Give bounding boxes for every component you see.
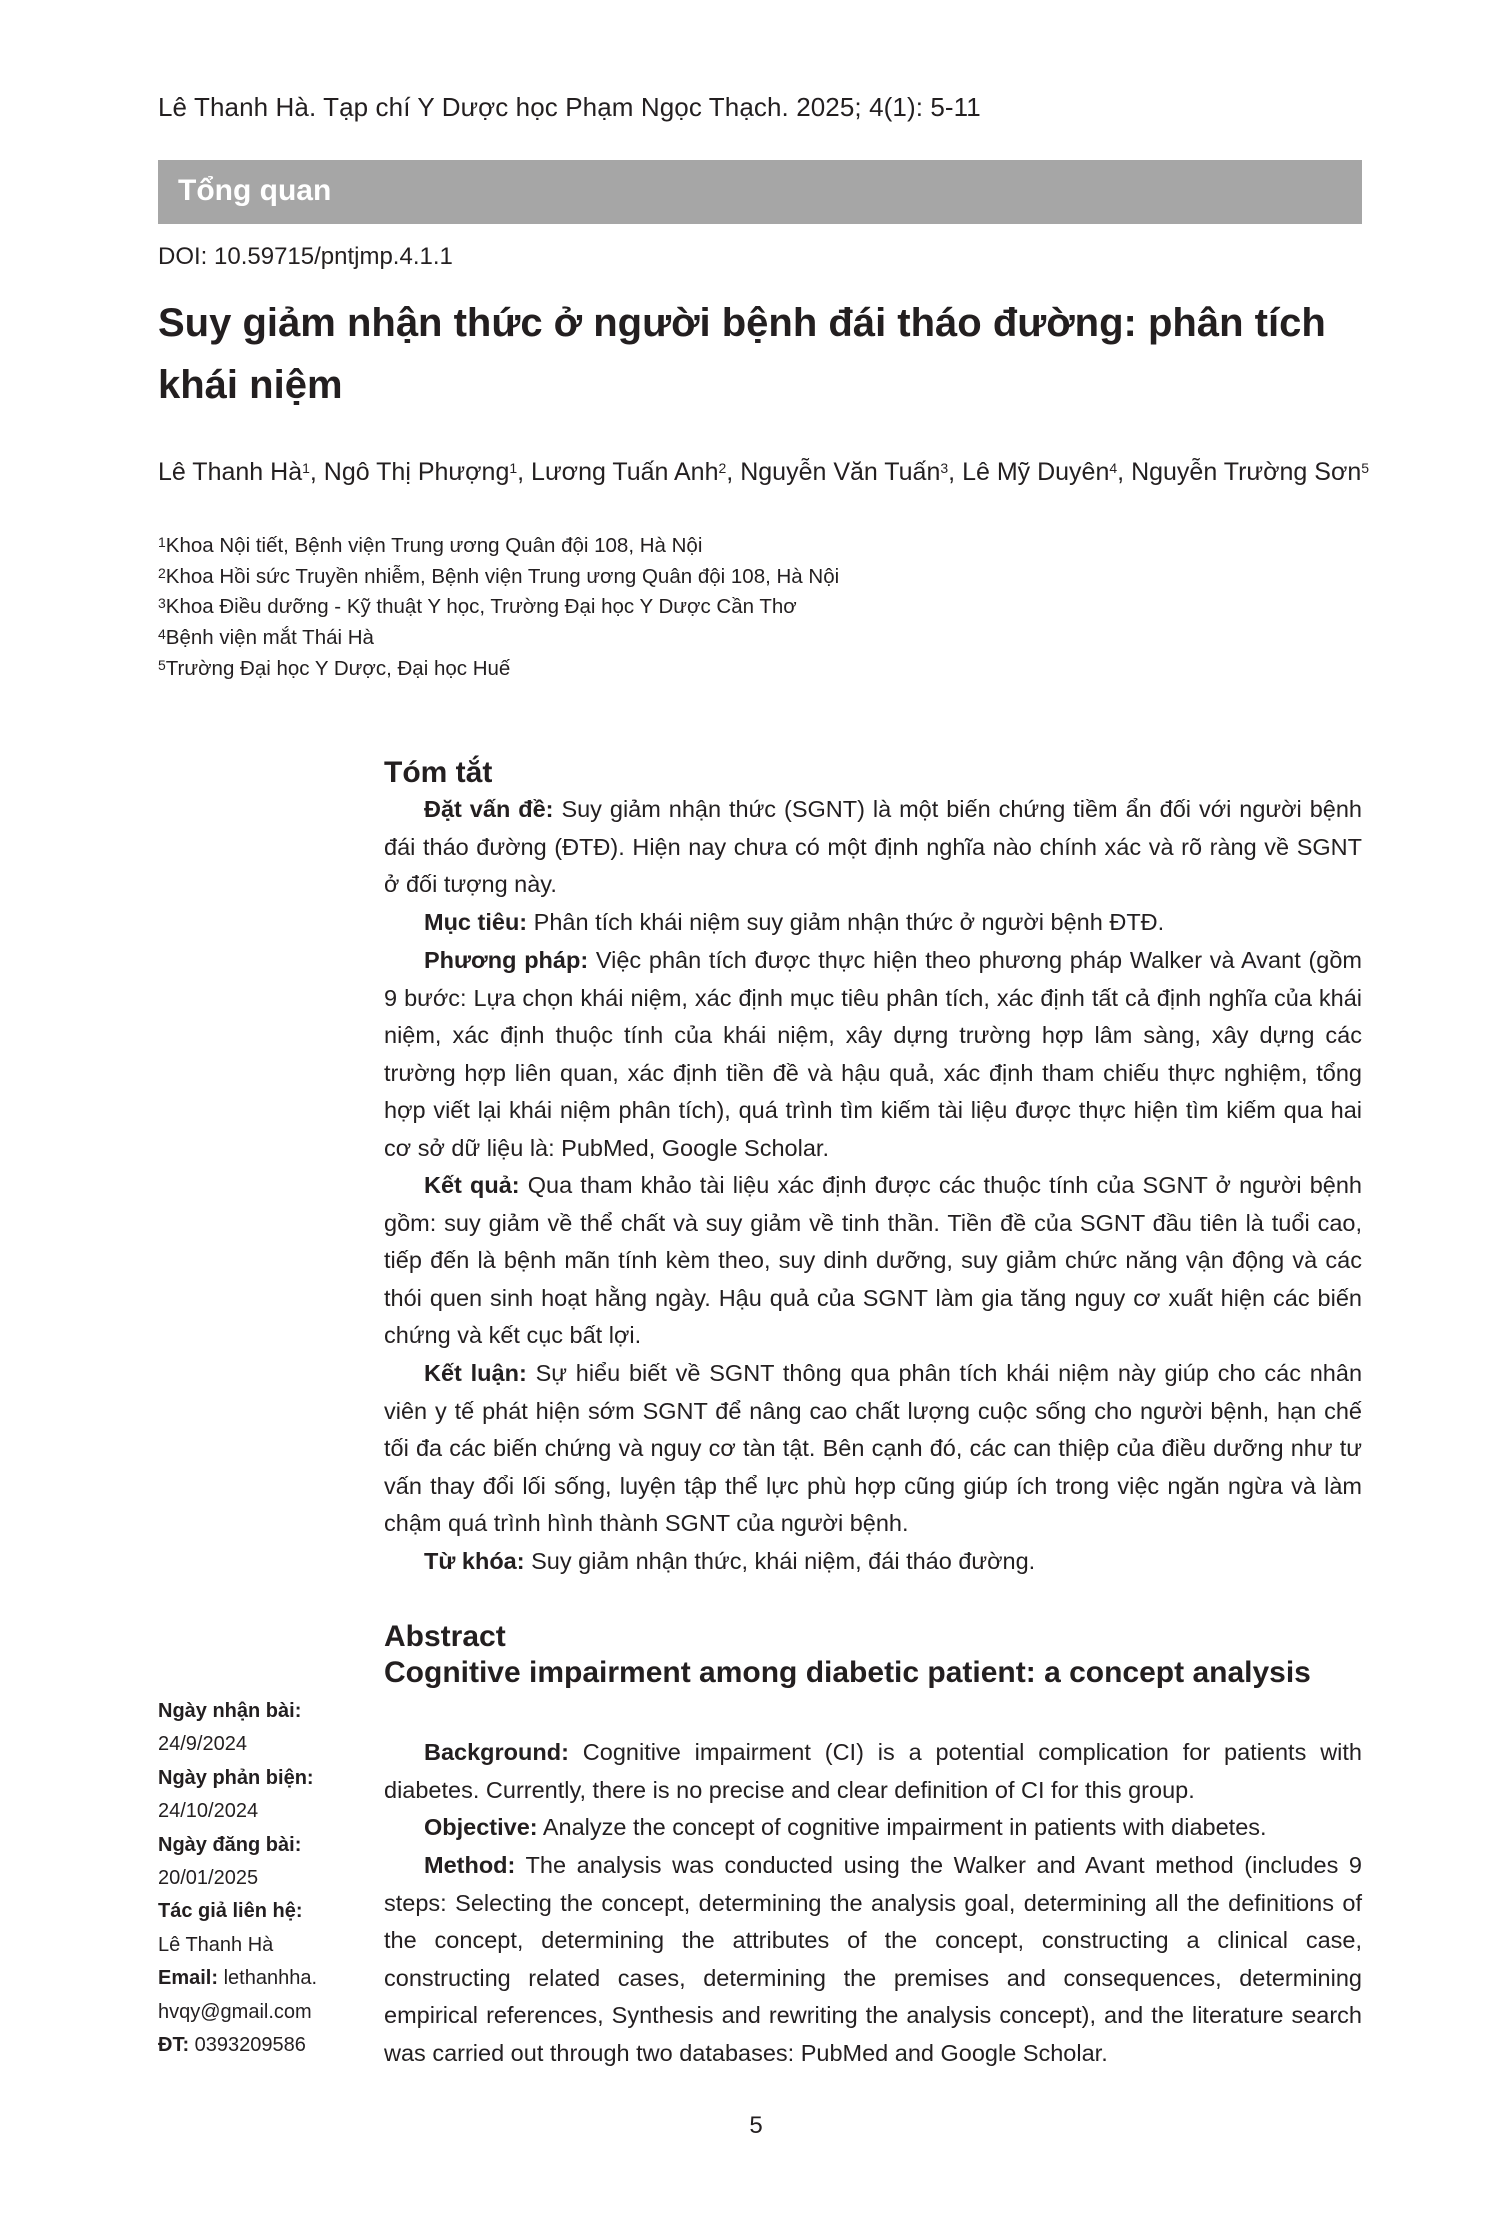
article-title: Suy giảm nhận thức ở người bệnh đái tháo đường: phân tích khái niệm: [158, 301, 1326, 407]
paragraph-text: The analysis was conducted using the Walker and Avant method (includes 9 steps: Selecting the concept, determining the analysis goal, determining all the definitions of the concept, determining the attributes of the concept, constructing a clinical case, constructing related cases, determining the premises and consequences, determining empirical references, Synthesis and rewriting the analysis concept), and the literature search was carried out through two databases: PubMed and Google Scholar.: [384, 1852, 1362, 2066]
paragraph-label: Background:: [424, 1739, 569, 1765]
paragraph-text: Sự hiểu biết về SGNT thông qua phân tích khái niệm này giúp cho các nhân viên y tế phát hiện sớm SGNT để nâng cao chất lượng cuộc sống cho người bệnh, hạn chế tối đa các biến chứng và nguy cơ tàn tật. Bên cạnh đó, các can thiệp của điều dưỡng như tư vấn thay đổi lối sống, luyện tập thể lực phù hợp cũng giúp ích trong việc ngăn ngừa và làm chậm quá trình hình thành SGNT của người bệnh.: [384, 1360, 1363, 1536]
paragraph-text: Suy giảm nhận thức (SGNT) là một biến chứng tiềm ẩn đối với người bệnh đái tháo đường (ĐTĐ). Hiện nay chưa có một định nghĩa nào chính xác và rõ ràng về SGNT ở đối tượng này.: [384, 796, 1362, 897]
section-label: Tổng quan: [178, 174, 332, 207]
author-name: Lê Thanh Hà: [158, 458, 303, 486]
tomtat-conclusion: [384, 1355, 1362, 1543]
author-affiliation-number: 4: [1109, 460, 1118, 476]
tomtat-method: [384, 942, 1362, 1167]
paragraph-label: Đặt vấn đề:: [424, 796, 554, 822]
author-name: Lương Tuấn Anh: [531, 458, 719, 486]
affiliation-number: 5: [158, 657, 166, 673]
corresponding-author: Lê Thanh Hà: [158, 1933, 274, 1956]
paragraph-label: Kết quả:: [424, 1172, 520, 1198]
affiliation: [158, 654, 1258, 684]
phone-value: 0393209586: [189, 2034, 306, 2057]
author-separator: ,: [726, 458, 741, 486]
received-label: Ngày nhận bài:: [158, 1700, 302, 1722]
paragraph-text: Suy giảm nhận thức, khái niệm, đái tháo đường.: [524, 1548, 1036, 1574]
page-number: 5: [749, 2112, 763, 2139]
affiliation-number: 2: [158, 565, 166, 581]
author-name: Nguyễn Trường Sơn: [1131, 458, 1362, 486]
reviewed-label: Ngày phản biện:: [158, 1766, 314, 1789]
author-separator: ,: [517, 458, 532, 486]
paragraph-text: Qua tham khảo tài liệu xác định được các thuộc tính của SGNT ở người bệnh gồm: suy giảm về thể chất và suy giảm về tinh thần. Tiền đề của SGNT đầu tiên là tuổi cao, tiếp đến là bệnh mãn tính kèm theo, suy dinh dưỡng, suy giảm chức năng vận động và các thói quen sinh hoạt hằng ngày. Hậu quả của SGNT làm gia tăng nguy cơ xuất hiện các biến chứng và kết cục bất lợi.: [384, 1172, 1362, 1348]
abstract-objective: [384, 1809, 1362, 1847]
tomtat-heading: Tóm tắt: [384, 756, 493, 789]
author-affiliation-number: 1: [302, 460, 310, 476]
corresponding-label: Tác giả liên hệ:: [158, 1900, 303, 1923]
author-separator: ,: [309, 458, 324, 486]
paragraph-label: Objective:: [424, 1814, 538, 1840]
email-value: lethanhha.: [218, 1967, 318, 1990]
author-separator: ,: [1117, 458, 1132, 486]
phone-line: [158, 2029, 368, 2062]
paragraph-text: Phân tích khái niệm suy giảm nhận thức ở người bệnh ĐTĐ.: [527, 909, 1165, 935]
journal-citation: Lê Thanh Hà. Tạp chí Y Dược học Phạm Ngọc Thạch. 2025; 4(1): 5-11: [158, 92, 981, 122]
abstract-title: Cognitive impairment among diabetic patient: a concept analysis: [384, 1656, 1311, 1689]
abstract-background: [384, 1734, 1362, 1809]
paragraph-label: Từ khóa:: [424, 1548, 525, 1574]
tomtat-results: [384, 1167, 1362, 1355]
author-name: Ngô Thị Phượng: [323, 458, 510, 486]
paragraph-text: Cognitive impairment (CI) is a potential complication for patients with diabetes. Currently, there is no precise and clear definition of CI for this group.: [384, 1739, 1362, 1803]
author-separator: ,: [948, 458, 963, 486]
affiliation: [158, 623, 1258, 653]
author-affiliation-number: 2: [718, 460, 727, 476]
affiliation: [158, 592, 1258, 622]
abstract-heading: Abstract: [384, 1620, 506, 1653]
section-bar: [158, 160, 1362, 224]
paragraph-label: Kết luận:: [424, 1360, 527, 1386]
tomtat-background: [384, 791, 1362, 904]
affiliation: [158, 562, 1258, 592]
author-name: Nguyễn Văn Tuấn: [740, 458, 941, 486]
paragraph-label: Method:: [424, 1852, 516, 1878]
paragraph-label: Mục tiêu:: [424, 909, 528, 935]
received-date: 24/9/2024: [158, 1733, 247, 1756]
phone-label: ĐT:: [158, 2034, 190, 2057]
author-affiliation-number: 1: [509, 460, 518, 476]
affiliation: [158, 531, 1258, 561]
affiliation-number: 4: [158, 626, 166, 642]
published-date: 20/01/2025: [158, 1867, 259, 1890]
email-label: Email:: [158, 1967, 219, 1990]
affiliation-text: Trường Đại học Y Dược, Đại học Huế: [165, 657, 511, 680]
author-list: [158, 452, 1373, 492]
affiliation-text: Bệnh viện mắt Thái Hà: [165, 626, 374, 649]
article-info-sidebar: [158, 1695, 368, 2062]
doi: DOI: 10.59715/pntjmp.4.1.1: [158, 243, 453, 270]
author-name: Lê Mỹ Duyên: [962, 458, 1110, 486]
reviewed-date: 24/10/2024: [158, 1800, 259, 1823]
email-value-cont: hvqy@gmail.com: [158, 2000, 312, 2023]
email-line: [158, 1962, 368, 1995]
tomtat-objective: [384, 904, 1362, 942]
published-label: Ngày đăng bài:: [158, 1833, 302, 1856]
affiliation-text: Khoa Hồi sức Truyền nhiễm, Bệnh viện Trung ương Quân đội 108, Hà Nội: [165, 565, 840, 588]
author-affiliation-number: 5: [1361, 460, 1370, 476]
paragraph-text: Việc phân tích được thực hiện theo phương pháp Walker và Avant (gồm 9 bước: Lựa chọn khái niệm, xác định mục tiêu phân tích, xác định tất cả định nghĩa của khái niệm, xác định thuộc tính của khái niệm, xây dựng trường hợp lâm sàng, xây dựng các trường hợp liên quan, xác định tiền đề và hậu quả, xác định tham chiếu thực nghiệm, tổng hợp viết lại khái niệm phân tích), quá trình tìm kiếm tài liệu được thực hiện tìm kiếm qua hai cơ sở dữ liệu là: PubMed, Google Scholar.: [384, 947, 1362, 1161]
paragraph-text: Analyze the concept of cognitive impairment in patients with diabetes.: [537, 1814, 1267, 1840]
affiliation-number: 1: [158, 534, 166, 550]
author-affiliation-number: 3: [940, 460, 949, 476]
tomtat-keywords: [384, 1543, 1362, 1581]
affiliation-number: 3: [158, 595, 166, 611]
affiliation-text: Khoa Nội tiết, Bệnh viện Trung ương Quân đội 108, Hà Nội: [165, 534, 703, 557]
affiliation-text: Khoa Điều dưỡng - Kỹ thuật Y học, Trường Đại học Y Dược Cần Thơ: [165, 595, 797, 618]
paragraph-label: Phương pháp:: [424, 947, 589, 973]
abstract-method: [384, 1847, 1362, 2072]
